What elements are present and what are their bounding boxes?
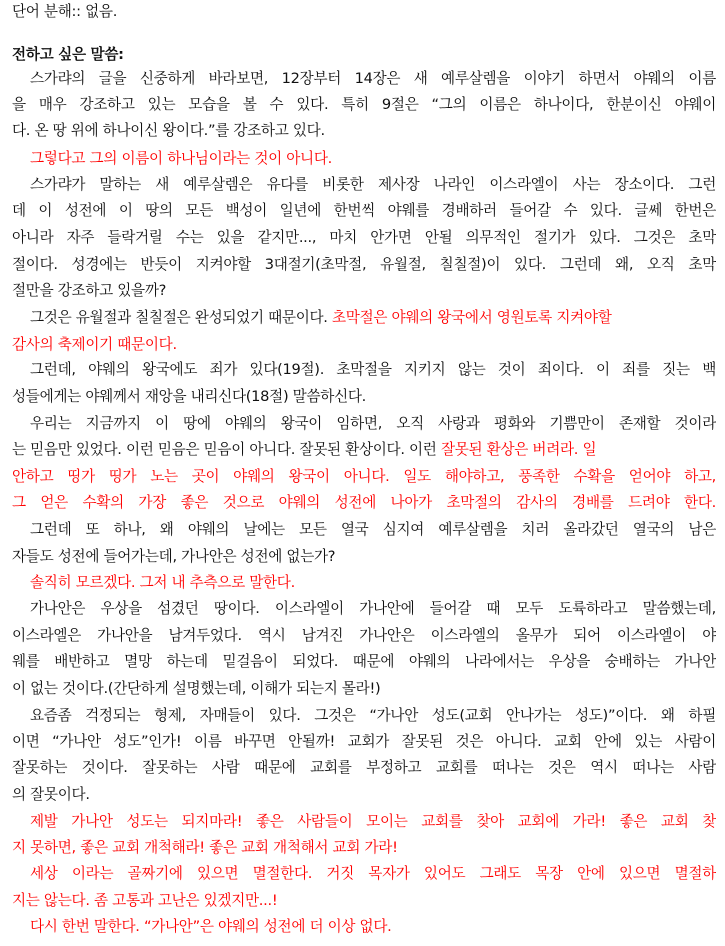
paragraph-text: 그것은 유월절과 칠칠절은 완성되었기 때문이다. <box>30 309 332 326</box>
paragraph-line: 스가랴의 글을 신중하게 바라보면, 12장부터 14장은 새 예루살렘을 이야기 하면서 야웨의 이름 <box>30 70 716 87</box>
emphasis-line: 제발 가나안 성도는 되지마라! 좋은 사람들이 모이는 교회를 찾아 교회에 가라! 좋은 교회 찾 <box>30 813 716 830</box>
paragraph-line: 데 이 성전에 이 땅의 모든 백성이 일년에 한번씩 야웨를 경배하러 들어갈 수 있다. 글쎄 한번은 <box>12 202 716 219</box>
paragraph-line: 을 매우 강조하고 있는 모습을 볼 수 있다. 특히 9절은 “그의 이름은 하나이다, 한분이신 야웨이 <box>12 96 716 113</box>
paragraph-line: 이면 “가나안 성도”인가! 이름 바꾸면 안될까! 교회가 잘못된 것은 아니다. 교회 안에 있는 사람이 <box>12 733 716 750</box>
emphasis-line: 지는 않는다. 좀 고통과 고난은 있겠지만...! <box>12 892 278 909</box>
emphasis-line: 다시 한번 말한다. “가나안”은 야웨의 성전에 더 이상 없다. <box>30 918 392 935</box>
paragraph-line: 절만을 강조하고 있을까? <box>12 282 167 299</box>
paragraph-line: 성들에게는 야웨께서 재앙을 내리신다(18절) 말씀하신다. <box>12 388 367 405</box>
paragraph-line: 그런데 또 하나, 왜 야웨의 날에는 모든 열국 심지여 예루살렘을 치러 올라갔던 열국의 남은 <box>30 521 716 538</box>
emphasis-line: 세상 이라는 골짜기에 있으면 멸절한다. 거짓 목자가 있어도 그래도 목장 안에 있으면 멸절하 <box>30 865 716 882</box>
emphasis-line: 그 얻은 수확의 가장 좋은 것으로 야웨의 성전에 나아가 초막절의 감사의 경배를 드려야 한다. <box>12 494 716 511</box>
paragraph-line: 그런데, 야웨의 왕국에도 죄가 있다(19절). 초막절을 지키지 않는 것이 죄이다. 이 죄를 짓는 백 <box>30 361 716 378</box>
paragraph-line: 다. 온 땅 위에 하나이신 왕이다.”를 강조하고 있다. <box>12 122 325 139</box>
paragraph-text: 는 믿음만 있었다. 이런 믿음은 믿음이 아니다. 잘못된 환상이다. 이런 <box>12 441 441 458</box>
paragraph-line: 이 없는 것이다.(간단하게 설명했는데, 이해가 되는지 몰라!) <box>12 680 381 697</box>
paragraph-line: 잘못하는 것이다. 잘못하는 사람 때문에 교회를 부정하고 교회를 떠나는 것은 역시 떠나는 사람 <box>12 759 716 776</box>
emphasis-text: 초막절은 야웨의 왕국에서 영원토록 지켜야할 <box>332 309 612 326</box>
paragraph-line <box>12 438 716 462</box>
emphasis-line: 솔직히 모르겠다. 그저 내 추측으로 말한다. <box>30 574 295 591</box>
word-analysis-line: 단어 분해:: 없음. <box>12 3 118 20</box>
emphasis-line: 감사의 축제이기 때문이다. <box>12 336 177 353</box>
message-title: 전하고 싶은 말씀: <box>12 46 124 63</box>
paragraph-line: 가나안은 우상을 섬겼던 땅이다. 이스라엘이 가나안에 들어갈 때 모두 도륙하라고 말씀했는데, <box>30 600 716 617</box>
emphasis-line: 지 못하면, 좋은 교회 개척해라! 좋은 교회 개척해서 교회 가라! <box>12 839 398 856</box>
emphasis-line: 안하고 띵가 띵가 노는 곳이 야웨의 왕국이 아니다. 일도 해야하고, 풍족한 수확을 얻어야 하고, <box>12 468 716 485</box>
paragraph-line: 스가랴가 말하는 새 예루살렘은 유다를 비롯한 제사장 나라인 이스라엘이 사는 장소이다. 그런 <box>30 176 716 193</box>
paragraph-line: 웨를 배반하고 멸망 하는데 밑걸음이 되었다. 때문에 야웨의 나라에서는 우상을 숭배하는 가나안 <box>12 653 716 670</box>
paragraph-line: 이스라엘은 가나안을 남겨두었다. 역시 남겨진 가나안은 이스라엘의 올무가 되어 이스라엘이 야 <box>12 627 716 644</box>
paragraph-line <box>12 306 716 330</box>
paragraph-line: 요즘좀 걱정되는 형제, 자매들이 있다. 그것은 “가나안 성도(교회 안나가는 성도)”이다. 왜 하필 <box>30 707 716 724</box>
paragraph-line: 우리는 지금까지 이 땅에 야웨의 왕국이 임하면, 오직 사랑과 평화와 기쁨만이 존재할 것이라 <box>30 415 716 432</box>
emphasis-text: 잘못된 환상은 버려라. 일 <box>440 441 597 458</box>
paragraph-line: 절이다. 성경에는 반듯이 지켜야할 3대절기(초막절, 유월절, 칠칠절)이 있다. 그런데 왜, 오직 초막 <box>12 256 716 273</box>
paragraph-line: 아니라 자주 들락거릴 수는 있을 같지만..., 마치 안가면 안될 의무적인 절기가 있다. 그것은 초막 <box>12 229 716 246</box>
paragraph-line: 자들도 성전에 들어가는데, 가나안은 성전에 없는가? <box>12 548 336 565</box>
emphasis-line: 그렇다고 그의 이름이 하나님이라는 것이 아니다. <box>30 150 332 167</box>
paragraph-line: 의 잘못이다. <box>12 786 90 803</box>
